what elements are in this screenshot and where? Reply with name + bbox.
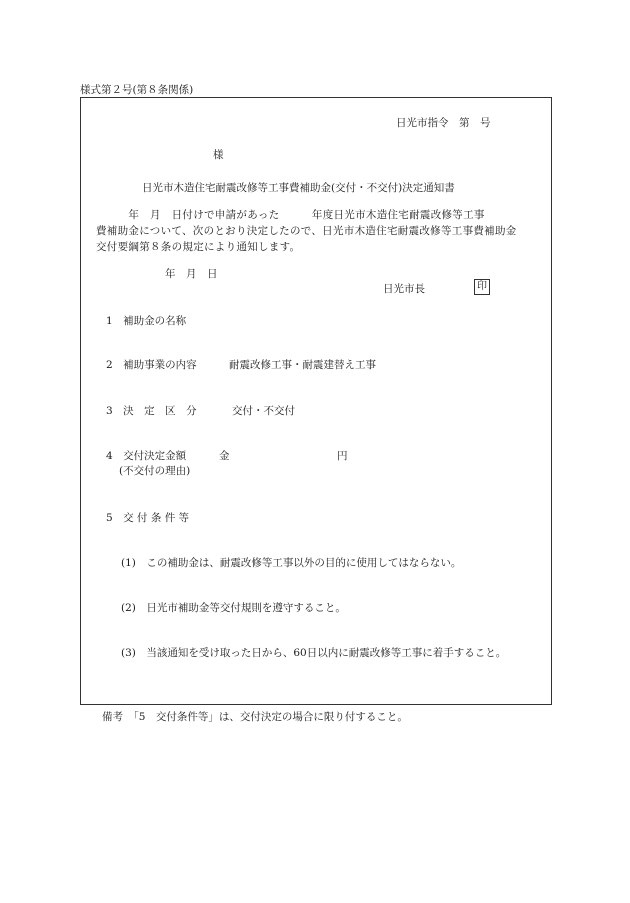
- page-title: 日光市木造住宅耐震改修等工事費補助金(交付・不交付)決定通知書: [142, 182, 455, 194]
- item-amount-reason-label: (不交付の理由): [119, 465, 191, 477]
- remarks-note: 備考 「5 交付条件等」は、交付決定の場合に限り付すること。: [102, 711, 408, 723]
- condition-item: (3) 当該通知を受け取った日から、60日以内に耐震改修等工事に着手すること。: [121, 647, 507, 659]
- signer-title: 日光市長: [383, 283, 425, 295]
- addressee-honorific: 様: [213, 149, 224, 161]
- item-amount-label: 4 交付決定金額: [106, 450, 187, 462]
- seal-mark: 印: [474, 279, 490, 295]
- condition-item: (2) 日光市補助金等交付規則を遵守すること。: [121, 602, 346, 614]
- item-amount-unit: 円: [337, 450, 348, 462]
- body-line: 費補助金について、次のとおり決定したので、日光市木造住宅耐震改修等工事費補助金: [96, 225, 517, 237]
- issue-date: 年 月 日: [165, 268, 218, 280]
- item-project-content-value: 耐震改修工事・耐震建替え工事: [229, 359, 376, 371]
- item-decision-value: 交付・不交付: [232, 405, 295, 417]
- form-label: 様式第２号(第８条関係): [80, 84, 194, 96]
- item-decision-label: 3 決 定 区 分: [106, 405, 197, 417]
- body-line: 年 月 日付けで申請があった 年度日光市木造住宅耐震改修等工事: [96, 209, 485, 221]
- notification-body: [96, 207, 548, 255]
- item-conditions-label: 5 交 付 条 件 等: [106, 512, 190, 524]
- document-number: 日光市指令 第 号: [396, 117, 491, 129]
- condition-item: (1) この補助金は、耐震改修等工事以外の目的に使用してはならない。: [121, 557, 462, 569]
- item-subsidy-name-label: 1 補助金の名称: [106, 315, 187, 327]
- item-project-content-label: 2 補助事業の内容: [106, 359, 197, 371]
- item-amount-prefix: 金: [219, 450, 230, 462]
- body-line: 交付要綱第８条の規定により通知します。: [96, 241, 301, 253]
